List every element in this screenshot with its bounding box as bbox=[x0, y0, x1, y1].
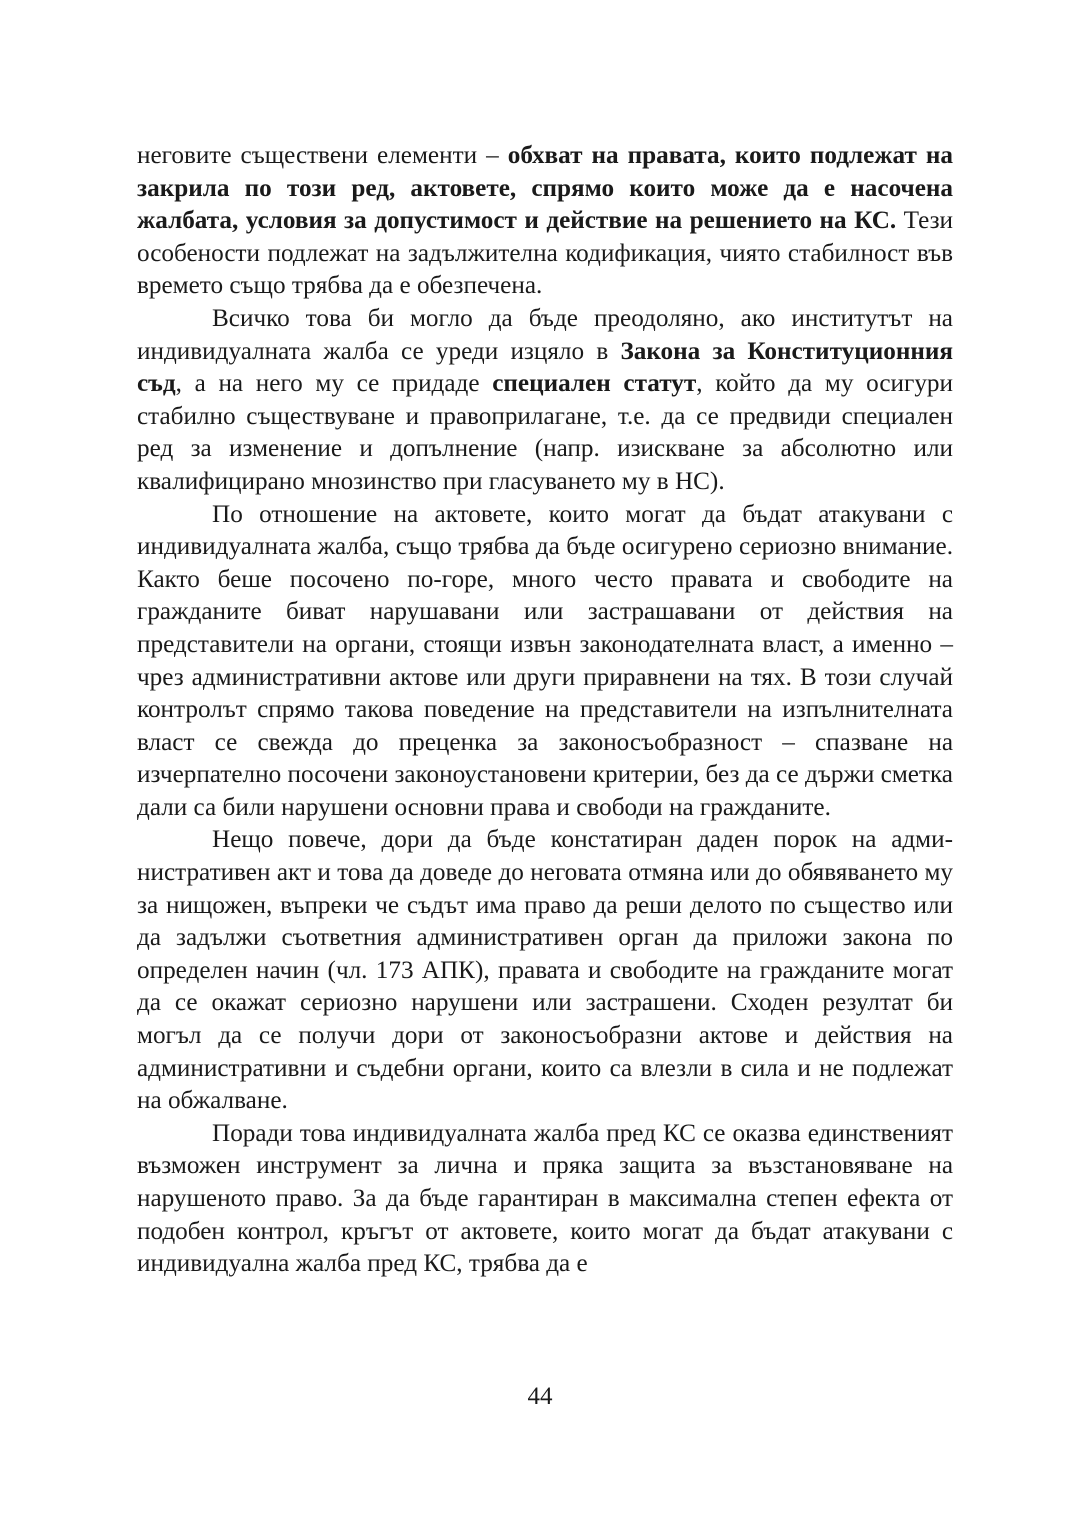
paragraph-5 bbox=[137, 1118, 953, 1281]
paragraph-1-run-1: неговите съществени елементи – bbox=[137, 142, 508, 169]
paragraph-1 bbox=[137, 140, 953, 303]
paragraph-2-run-1: Всичко това би могло да бъде преодоляно, ако институтът на индивидуалната жалба се уреди изцяло в bbox=[137, 304, 953, 365]
paragraph-2-run-2-bold: Закона за Конституционния съд bbox=[137, 337, 953, 398]
paragraph-4 bbox=[137, 824, 953, 1117]
paragraph-2-run-3: , а на него му се придаде bbox=[175, 370, 493, 398]
paragraph-1-run-2-bold: обхват на правата, които подлежат на закрила по този ред, актовете, спрямо които може да е насочена жалбата, условия за допустимост и действие на решението на КС. bbox=[137, 142, 953, 235]
paragraph-4-run-1: Нещо повече, дори да бъде констатиран даден порок на административен акт и това да доведе до неговата отмяна или до обявяването му за нищожен, въпреки че съдът има право да реши делото по същество или да задължи съответния административен орган да приложи закона по определен начин (чл. 173 АПК), правата и свободите на гражданите могат да се окажат сериозно нарушени или застрашени. Сходен резултат би могъл да се получи дори от законосъобразни актове и действия на административни и съдебни органи, които са влезли в сила и не подлежат на обжалване. bbox=[137, 826, 953, 1115]
paragraph-1-run-3: Тези особености подлежат на задължителна кодификация, чиято стабилност във времето също трябва да е обезпечена. bbox=[137, 207, 953, 300]
paragraph-2-run-5: , който да му осигури стабилно съществуване и правоприлагане, т.е. да се предвиди специален ред за изменение и допълнение (напр. изискване за абсолютно или квалифицирано мнозинство при гласуването му в НС). bbox=[137, 370, 953, 495]
paragraph-3-run-1: По отношение на актовете, които могат да бъдат атакувани с индивидуалната жалба, също трябва да бъде осигурено сериозно внимание. Както беше посочено по-горе, много често правата и свободите на гражданите биват нарушавани или застрашавани от действия на представители на органи, стоящи извън законодателната власт, а именно – чрез административни актове или други приравнени на тях. В този случай контролът спрямо такова поведение на представители на изпълнителната власт се свежда до преценка за законосъобразност – спазване на изчерпателно посочени законоустановени критерии, без да се държи сметка дали са били нарушени основни права и свободи на гражданите. bbox=[137, 500, 953, 821]
paragraph-3 bbox=[137, 499, 953, 825]
paragraph-5-run-1: Поради това индивидуалната жалба пред КС се оказва единственият възможен инструмент за лична и пряка защита за възстановяване на нарушеното право. За да бъде гарантиран в максимална степен ефекта от подобен контрол, кръгът от актовете, които могат да бъдат атакувани с индивидуална жалба пред КС, трябва да е bbox=[137, 1119, 953, 1278]
page-number: 44 bbox=[527, 1383, 553, 1410]
page-body bbox=[137, 140, 953, 1281]
paragraph-2-run-4-bold: специален статут bbox=[492, 370, 697, 398]
paragraph-2 bbox=[137, 303, 953, 499]
